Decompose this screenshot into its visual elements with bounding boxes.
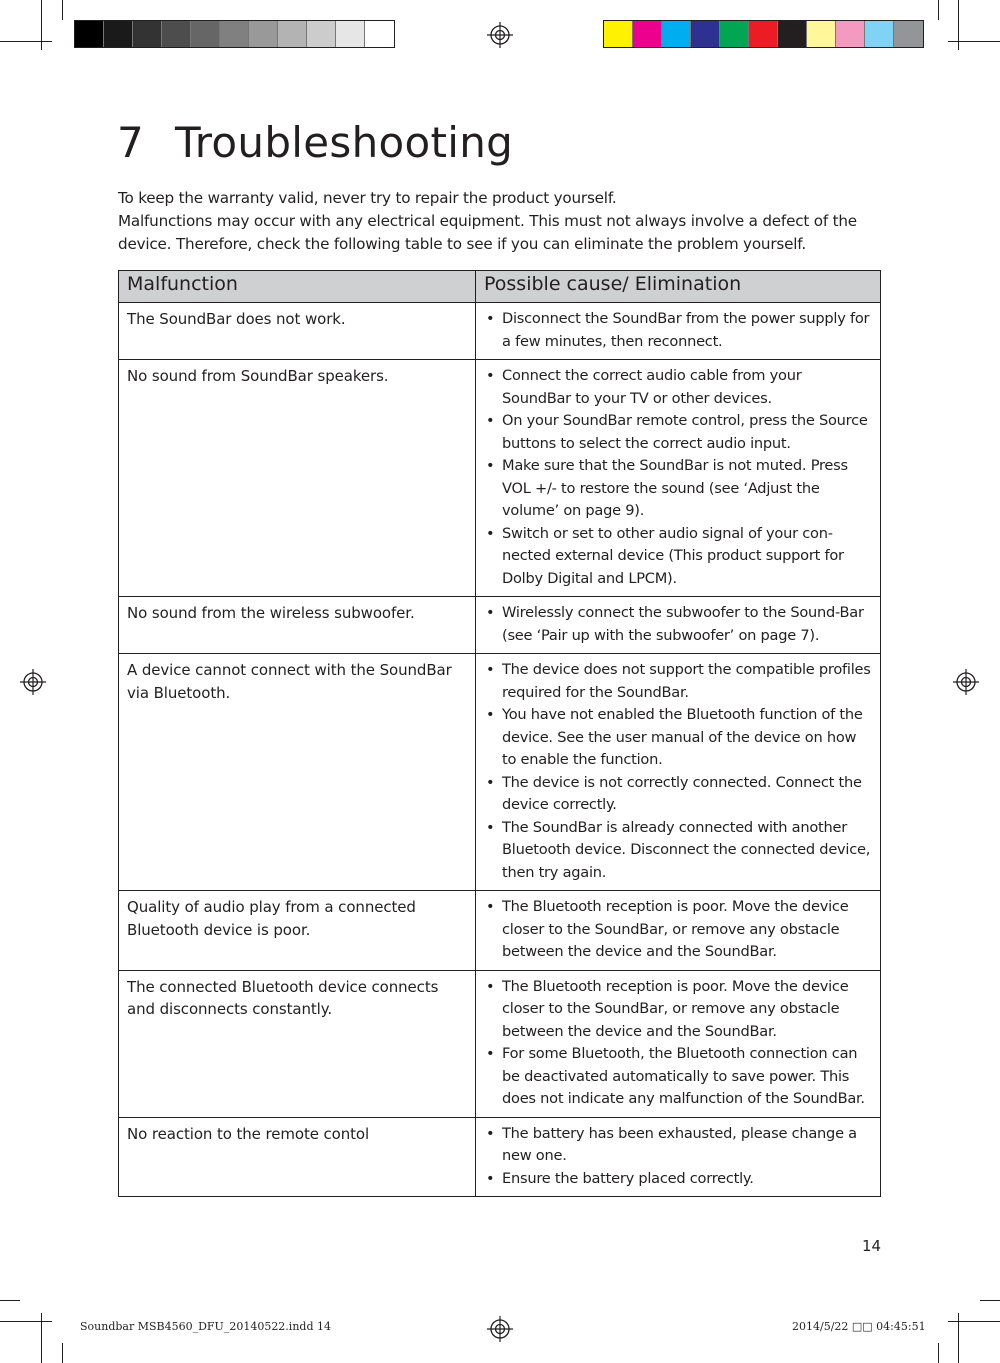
table-row [119, 360, 881, 597]
cause-item: • Connect the correct audio cable from your SoundBar to your TV or other devices. [484, 365, 874, 410]
intro-paragraph: Malfunctions may occur with any electrical equipment. This must not always involve a defect of the device. Therefore, check the following table to see if you can eliminate the problem yourself. [118, 212, 857, 253]
table-header-row [119, 271, 881, 303]
color-swatch [104, 21, 133, 47]
column-header-cause: Possible cause/ Elimination [476, 271, 881, 303]
cause-cell [476, 891, 881, 971]
cause-item: • On your SoundBar remote control, press the Source buttons to select the correct audio input. [484, 410, 874, 455]
cause-item: • Wirelessly connect the subwoofer to the Sound-Bar (see ‘Pair up with the subwoofer’ on page 7). [484, 602, 874, 647]
table-row [119, 970, 881, 1117]
cause-list [484, 976, 874, 1111]
cause-item: • The device is not correctly connected. Connect the device correctly. [484, 772, 874, 817]
chapter-title: Troubleshooting [175, 118, 514, 167]
color-swatch [807, 21, 836, 47]
color-swatch [220, 21, 249, 47]
table-row [119, 303, 881, 360]
table-row [119, 891, 881, 971]
cause-item: • Make sure that the SoundBar is not muted. Press VOL +/- to restore the sound (see ‘Adjust the volume’ on page 9). [484, 455, 874, 523]
color-swatch [133, 21, 162, 47]
color-swatch [75, 21, 104, 47]
table-row [119, 654, 881, 891]
color-swatch [162, 21, 191, 47]
cause-item: • You have not enabled the Bluetooth function of the device. See the user manual of the device on how to enable the function. [484, 704, 874, 772]
malfunction-cell: The SoundBar does not work. [119, 303, 476, 360]
color-swatch [778, 21, 807, 47]
file-slug: Soundbar MSB4560_DFU_20140522.indd 14 [80, 1320, 331, 1333]
cause-item: • For some Bluetooth, the Bluetooth connection can be deactivated automatically to save power. This does not indicate any malfunction of the SoundBar. [484, 1043, 874, 1111]
cause-list [484, 308, 874, 353]
color-swatch [365, 21, 394, 47]
color-swatch [633, 21, 662, 47]
color-swatch [836, 21, 865, 47]
cause-cell [476, 970, 881, 1117]
crop-mark [41, 0, 42, 50]
crop-mark [62, 0, 63, 20]
malfunction-cell: The connected Bluetooth device connects and disconnects constantly. [119, 970, 476, 1117]
chapter-number: 7 [117, 118, 145, 167]
malfunction-cell: No reaction to the remote contol [119, 1117, 476, 1197]
crop-mark [938, 0, 939, 20]
crop-mark [0, 1321, 52, 1322]
crop-mark [958, 0, 959, 50]
cause-list [484, 365, 874, 590]
cause-item: • Ensure the battery placed correctly. [484, 1168, 874, 1191]
cause-list [484, 602, 874, 647]
cause-list [484, 659, 874, 884]
color-swatch [720, 21, 749, 47]
crop-mark [938, 1343, 939, 1363]
column-header-malfunction: Malfunction [119, 271, 476, 303]
color-swatch [604, 21, 633, 47]
cause-cell [476, 654, 881, 891]
cause-item: • The SoundBar is already connected with another Bluetooth device. Disconnect the connected device, then try again. [484, 817, 874, 885]
registration-mark-icon [953, 669, 979, 695]
color-swatch [691, 21, 720, 47]
troubleshooting-table [118, 270, 881, 1197]
color-swatch [336, 21, 365, 47]
malfunction-cell: No sound from the wireless subwoofer. [119, 597, 476, 654]
grayscale-color-bar [74, 20, 395, 48]
color-swatch [662, 21, 691, 47]
crop-mark [948, 41, 1000, 42]
color-swatch [894, 21, 923, 47]
cause-item: • The Bluetooth reception is poor. Move the device closer to the SoundBar, or remove any obstacle between the device and the SoundBar. [484, 976, 874, 1044]
page-title [117, 118, 513, 167]
cause-item: • Switch or set to other audio signal of your con-nected external device (This product support for Dolby Digital and LPCM). [484, 523, 874, 591]
malfunction-cell: A device cannot connect with the SoundBar via Bluetooth. [119, 654, 476, 891]
intro-text [118, 187, 878, 256]
crop-mark [41, 1313, 42, 1363]
cause-cell [476, 597, 881, 654]
crop-mark [62, 1343, 63, 1363]
crop-mark [0, 1300, 20, 1301]
page-number: 14 [862, 1237, 882, 1255]
registration-mark-icon [487, 22, 513, 48]
registration-mark-icon [487, 1316, 513, 1342]
malfunction-cell: Quality of audio play from a connected Bluetooth device is poor. [119, 891, 476, 971]
cause-cell [476, 1117, 881, 1197]
crop-mark [0, 41, 52, 42]
cause-item: • The battery has been exhausted, please change a new one. [484, 1123, 874, 1168]
table-row [119, 1117, 881, 1197]
color-swatch [749, 21, 778, 47]
registration-mark-icon [20, 669, 46, 695]
malfunction-cell: No sound from SoundBar speakers. [119, 360, 476, 597]
cause-cell [476, 360, 881, 597]
crop-mark [948, 1321, 1000, 1322]
table-body [119, 303, 881, 1197]
process-color-bar [603, 20, 924, 48]
cause-list [484, 896, 874, 964]
cause-list [484, 1123, 874, 1191]
color-swatch [191, 21, 220, 47]
timestamp-slug: 2014/5/22 □□ 04:45:51 [792, 1320, 926, 1333]
cause-item: • Disconnect the SoundBar from the power supply for a few minutes, then reconnect. [484, 308, 874, 353]
color-swatch [865, 21, 894, 47]
color-swatch [307, 21, 336, 47]
cause-item: • The device does not support the compatible profiles required for the SoundBar. [484, 659, 874, 704]
table-row [119, 597, 881, 654]
color-swatch [278, 21, 307, 47]
crop-mark [958, 1313, 959, 1363]
cause-item: • The Bluetooth reception is poor. Move the device closer to the SoundBar, or remove any obstacle between the device and the SoundBar. [484, 896, 874, 964]
crop-mark [980, 1300, 1000, 1301]
cause-cell [476, 303, 881, 360]
intro-paragraph: To keep the warranty valid, never try to repair the product yourself. [118, 189, 617, 207]
color-swatch [249, 21, 278, 47]
